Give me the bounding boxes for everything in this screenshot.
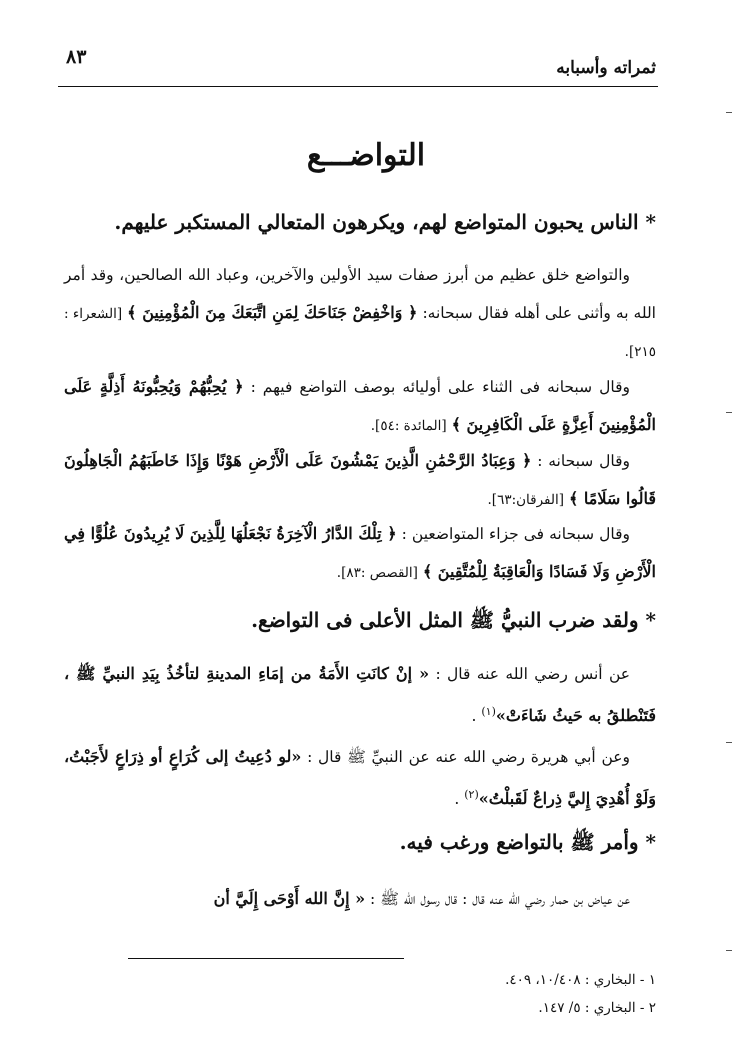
footnote-marker-1: (١) — [481, 705, 496, 718]
verse-reference-3: [الفرقان:٦٣]. — [487, 492, 565, 508]
paragraph-3 — [64, 442, 656, 519]
scan-edge-mark — [726, 412, 732, 413]
footnote-rule — [128, 958, 404, 959]
scan-edge-mark — [726, 742, 732, 743]
header-rule — [58, 86, 658, 87]
paragraph-2-text: وقال سبحانه فى الثناء على أوليائه بوصف التواضع فيهم : — [250, 378, 630, 396]
hadith-2: «لو دُعِيتُ إلى كُرَاعٍ أو ذِرَاعٍ لأَجَبْتُ، وَلَوْ أُهْدِيَ إِليَّ ذِراعٌ لَقَبلْتُ» — [64, 747, 656, 809]
paragraph-4-text: وقال سبحانه فى جزاء المتواضعين : — [401, 525, 631, 543]
scan-edge-mark — [726, 950, 732, 951]
running-header-title: ثمراته وأسبابه — [556, 58, 656, 78]
paragraph-7-text: عن عياض بن حمار رضي الله عنه قال : قال رسول الله ﷺ : — [370, 890, 630, 908]
paragraph-1-text: والتواضع خلق عظيم من أبرز صفات سيد الأولين والآخرين، وعباد الله الصالحين، وقد أمر الله به وأثنى على أهله فقال سبحانه: — [64, 266, 656, 322]
hadith-1: « إنْ كانَتِ الأَمَةُ من إمَاءِ المدينةِ لتأخُذُ بِيَدِ النبيِّ ﷺ ، فَتَنْطلقُ به حَيثُ شَاءَتْ» — [64, 664, 656, 726]
quran-verse-4: ﴿ تِلْكَ الدَّارُ الْآخِرَةُ نَجْعَلُهَا لِلَّذِينَ لَا يُرِيدُونَ عُلُوًّا فِي الْأَرْضِ وَلَا فَسَادًا وَالْعَاقِبَةُ لِلْمُتَّقِينَ ﴾ — [64, 524, 656, 581]
verse-reference-1: [الشعراء : ٢١٥]. — [64, 306, 656, 360]
quran-verse-1: ﴿ وَاخْفِضْ جَنَاحَكَ لِمَنِ اتَّبَعَكَ مِنَ الْمُؤْمِنِينَ ﴾ — [127, 303, 418, 322]
paragraph-6-text: وعن أبي هريرة رضي الله عنه عن النبيِّ ﷺ قال : — [307, 748, 630, 766]
scan-edge-mark — [726, 112, 732, 113]
paragraph-5-text: عن أنس رضي الله عنه قال : — [435, 665, 630, 683]
footnote-2: ٢ - البخاري : ٥/ ١٤٧. — [538, 1000, 656, 1016]
paragraph-4 — [64, 515, 656, 592]
page-number: ٨٣ — [66, 46, 87, 68]
quran-verse-2: ﴿ يُحِبُّهُمْ وَيُحِبُّونَهُ أَذِلَّةٍ عَلَى الْمُؤْمِنِينَ أَعِزَّةٍ عَلَى الْكَافِرِينَ ﴾ — [64, 377, 656, 434]
footnote-marker-2: (٢) — [464, 788, 479, 801]
section-heading-2: * ولقد ضرب النبيُّ ﷺ المثل الأعلى فى التواضع. — [251, 608, 656, 632]
verse-reference-2: [المائدة :٥٤]. — [370, 418, 447, 434]
verse-reference-4: [القصص :٨٣]. — [336, 565, 418, 581]
paragraph-1 — [64, 257, 656, 371]
paragraph-3-text: وقال سبحانه : — [537, 452, 630, 470]
section-heading-3: * وأمر ﷺ بالتواضع ورغب فيه. — [399, 830, 656, 854]
quran-verse-3: ﴿ وَعِبَادُ الرَّحْمَٰنِ الَّذِينَ يَمْشُونَ عَلَى الْأَرْضِ هَوْنًا وَإِذَا خَاطَبَهُمُ الْجَاهِلُونَ قَالُوا سَلَامًا ﴾ — [64, 451, 656, 508]
chapter-title: التواضـــع — [306, 138, 426, 173]
footnote-1: ١ - البخاري : ١٠/٤٠٨، ٤٠٩. — [505, 972, 656, 988]
paragraph-5: عن أنس رضي الله عنه قال : « إنْ كانَتِ الأَمَةُ من إمَاءِ المدينةِ لتأخُذُ بِيَدِ النبيِّ ﷺ ، فَتَنْطلقُ به حَيثُ شَاءَتْ»$^{(١)}$ . — [64, 664, 656, 726]
paragraph-7 — [64, 880, 656, 918]
paragraph-6: وعن أبي هريرة رضي الله عنه عن النبيِّ ﷺ قال : «لو دُعِيتُ إلى كُرَاعٍ أو ذِرَاعٍ لأَجَبْتُ، وَلَوْ أُهْدِيَ إِليَّ ذِراعٌ لَقَبلْتُ»$^{(٢)}$ . — [64, 747, 656, 809]
hadith-3: « إِنَّ الله أَوْحَى إِلَيَّ أن — [213, 889, 366, 908]
paragraph-2 — [64, 368, 656, 445]
section-heading-1: * الناس يحبون المتواضع لهم، ويكرهون المتعالي المستكبر عليهم. — [114, 210, 656, 234]
